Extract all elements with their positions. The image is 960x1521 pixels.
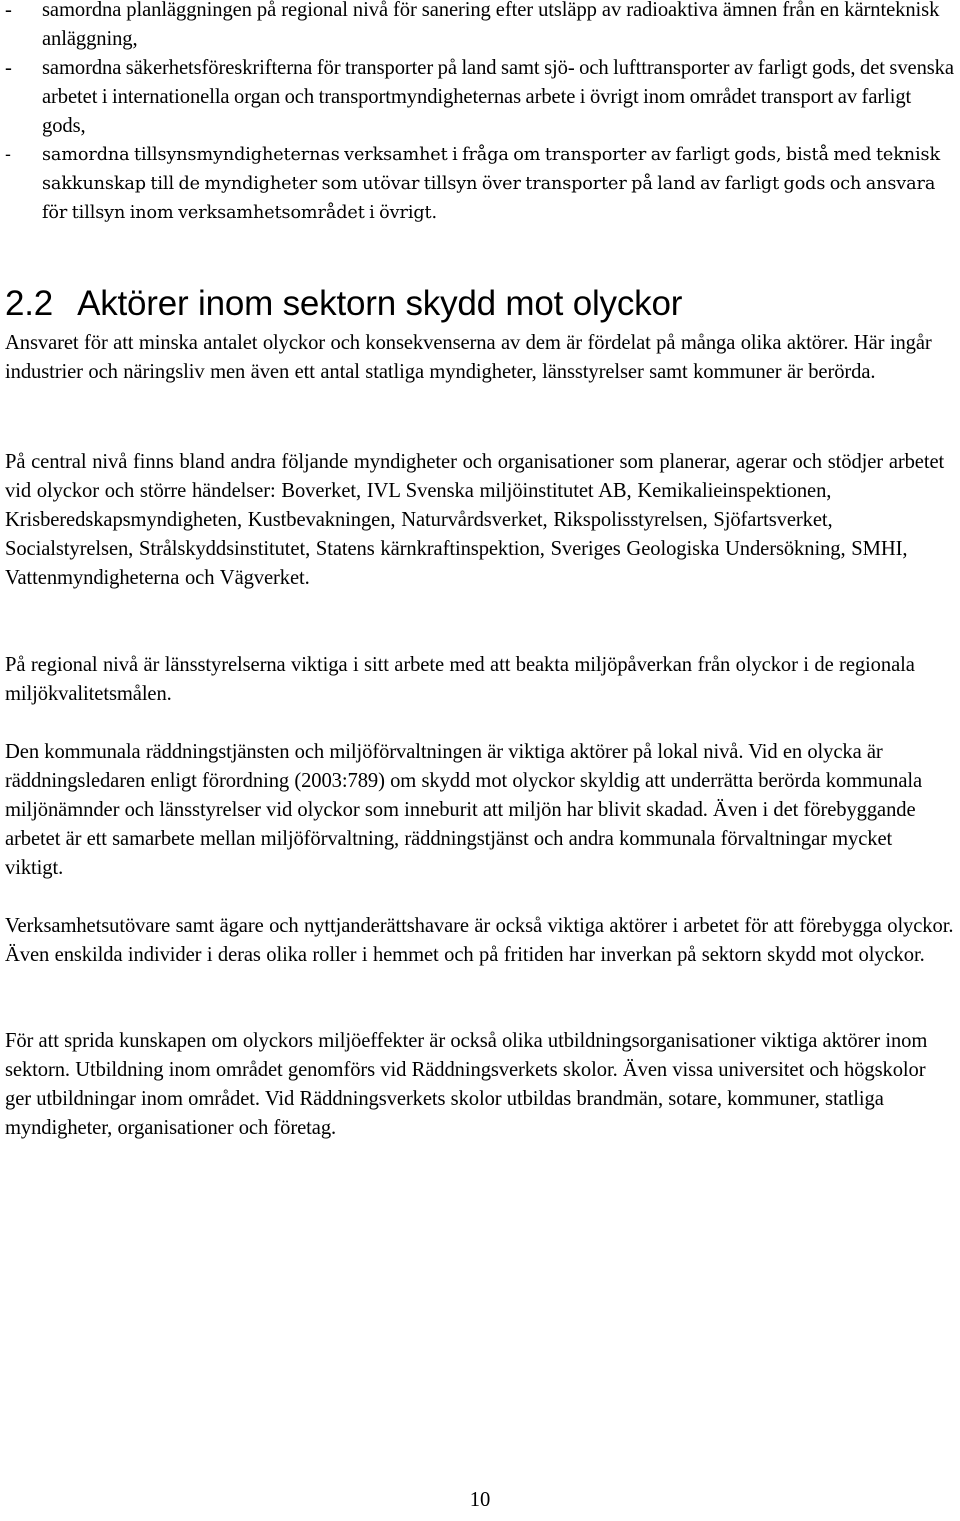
bullet-dash: - (5, 0, 12, 21)
paragraph: Ansvaret för att minska antalet olyckor och konsekvenserna av dem är fördelat på många olika aktörer. Här ingår industrier och näringsliv men även ett antal statliga myndigheter, länsstyrelser samt kommuner är berörda. (5, 332, 932, 383)
paragraph: Den kommunala räddningstjänsten och miljöförvaltningen är viktiga aktörer på lokal nivå. Vid en olycka är räddningsledaren enligt förordning (2003:789) om skydd mot olyckor skyldig att underrätta berörda kommunala miljönämnder och länsstyrelser vid olyckor som inneburit att miljön har blivit skadad. Även i det förebyggande arbetet är ett samarbete mellan miljöförvaltning, räddningstjänst och andra kommunala förvaltningar mycket viktigt. (5, 741, 923, 879)
section-heading (5, 284, 682, 324)
bullet-text: samordna tillsynsmyndigheternas verksamhet i fråga om transporter av farligt gods, bistå med teknisk sakkunskap till de myndigheter som utövar tillsyn över transporter på land av farligt gods och ansvara för tillsyn inom verksamhetsområdet i övrigt. (42, 145, 941, 223)
section-title: Aktörer inom sektorn skydd mot olyckor (77, 284, 683, 323)
bullet-dash: - (5, 57, 12, 79)
bullet-list (5, 0, 955, 228)
bullet-text: samordna planläggningen på regional nivå för sanering efter utsläpp av radioaktiva ämnen från en kärnteknisk anläggning, (42, 0, 940, 50)
page-number: 10 (469, 1489, 491, 1511)
section-number: 2.2 (5, 284, 54, 323)
paragraph: På central nivå finns bland andra följande myndigheter och organisationer som planerar, agerar och stödjer arbetet vid olyckor och större händelser: Boverket, IVL Svenska miljöinstitutet AB, Kemikalieinspektionen, Krisberedskapsmyndigheten, Kustbevakningen, Naturvårdsverket, Rikspolisstyrelsen, Sjöfartsverket, Socialstyrelsen, Strålskyddsinstitutet, Statens kärnkraftinspektion, Sveriges Geologiska Undersökning, SMHI, Vattenmyndigheterna och Vägverket. (5, 451, 945, 589)
paragraph: På regional nivå är länsstyrelserna viktiga i sitt arbete med att beakta miljöpåverkan från olyckor i de regionala miljökvalitetsmålen. (5, 654, 915, 705)
list-item (5, 0, 955, 54)
list-item (5, 54, 955, 141)
bullet-text: samordna säkerhetsföreskrifterna för transporter på land samt sjö- och lufttransporter av farligt gods, det svenska arbetet i internationella organ och transportmyndigheternas arbete i övrigt inom området transport av farligt gods, (42, 57, 954, 137)
bullet-dash: - (5, 145, 11, 165)
list-item (5, 141, 955, 228)
paragraph: För att sprida kunskapen om olyckors miljöeffekter är också olika utbildningsorganisationer viktiga aktörer inom sektorn. Utbildning inom området genomförs vid Räddningsverkets skolor. Även vissa universitet och högskolor ger utbildningar inom området. Vid Räddningsverkets skolor utbildas brandmän, sotare, kommuner, statliga myndigheter, organisationer och företag. (5, 1030, 928, 1139)
paragraph: Verksamhetsutövare samt ägare och nyttjanderättshavare är också viktiga aktörer i arbetet för att förebygga olyckor. Även enskilda individer i deras olika roller i hemmet och på fritiden har inverkan på sektorn skydd mot olyckor. (5, 915, 954, 966)
